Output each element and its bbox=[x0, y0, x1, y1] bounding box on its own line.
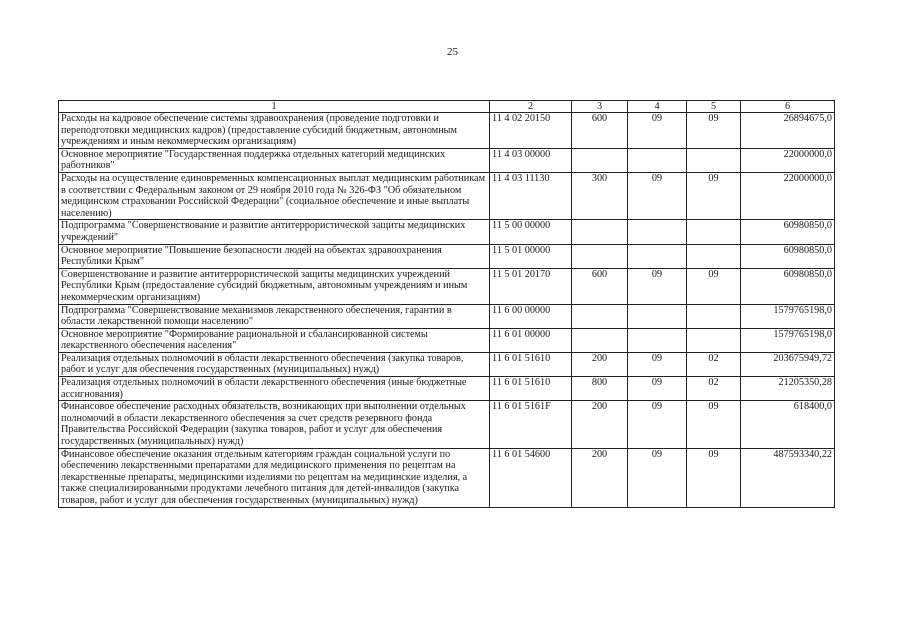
row-col-3: 800 bbox=[572, 377, 628, 401]
row-amount: 60980850,0 bbox=[741, 268, 835, 304]
header-col-6: 6 bbox=[741, 101, 835, 113]
row-col-3: 200 bbox=[572, 401, 628, 448]
table-row bbox=[59, 244, 835, 268]
row-col-3: 200 bbox=[572, 352, 628, 376]
table-row bbox=[59, 304, 835, 328]
row-name: Финансовое обеспечение оказания отдельным категориям граждан социальной услуги по обеспечению лекарственными препаратами для медицинского применения по рецептам на лекарственные препараты, медицинскими изделиями по рецептам на медицинские изделия, а также специализированными продуктами лечебного питания для детей-инвалидов (закупка товаров, работ и услуг для обеспечения государственных (муниципальных) нужд) bbox=[59, 448, 490, 507]
row-col-4: 09 bbox=[628, 448, 687, 507]
header-col-1: 1 bbox=[59, 101, 490, 113]
row-amount: 618400,0 bbox=[741, 401, 835, 448]
row-name: Подпрограмма "Совершенствование и развитие антитеррористической защиты медицинских учреждений" bbox=[59, 220, 490, 244]
row-col-3 bbox=[572, 328, 628, 352]
row-col-4: 09 bbox=[628, 172, 687, 219]
row-col-5: 09 bbox=[687, 113, 741, 149]
row-col-4: 09 bbox=[628, 352, 687, 376]
table-row bbox=[59, 220, 835, 244]
row-amount: 203675949,72 bbox=[741, 352, 835, 376]
table-row bbox=[59, 448, 835, 507]
table-row bbox=[59, 328, 835, 352]
table-row bbox=[59, 113, 835, 149]
row-name: Совершенствование и развитие антитеррористической защиты медицинских учреждений Республики Крым (предоставление субсидий бюджетным, автономным учреждениям и иным некоммерческим организациям) bbox=[59, 268, 490, 304]
header-col-3: 3 bbox=[572, 101, 628, 113]
row-name: Реализация отдельных полномочий в области лекарственного обеспечения (закупка товаров, работ и услуг для обеспечения государственных (муниципальных) нужд) bbox=[59, 352, 490, 376]
row-amount: 487593340,22 bbox=[741, 448, 835, 507]
header-col-2: 2 bbox=[490, 101, 572, 113]
row-col-3 bbox=[572, 148, 628, 172]
row-col-3: 600 bbox=[572, 113, 628, 149]
row-col-4 bbox=[628, 244, 687, 268]
row-code: 11 5 01 20170 bbox=[490, 268, 572, 304]
row-name: Основное мероприятие "Формирование рациональной и сбалансированной системы лекарственного обеспечения населения" bbox=[59, 328, 490, 352]
row-code: 11 4 03 11130 bbox=[490, 172, 572, 219]
row-col-4 bbox=[628, 304, 687, 328]
row-col-4: 09 bbox=[628, 113, 687, 149]
row-amount: 60980850,0 bbox=[741, 244, 835, 268]
row-code: 11 6 01 00000 bbox=[490, 328, 572, 352]
row-amount: 60980850,0 bbox=[741, 220, 835, 244]
row-amount: 1579765198,0 bbox=[741, 304, 835, 328]
row-col-5: 09 bbox=[687, 401, 741, 448]
table-row bbox=[59, 401, 835, 448]
table-header-row bbox=[59, 101, 835, 113]
row-col-5 bbox=[687, 148, 741, 172]
row-col-3 bbox=[572, 304, 628, 328]
row-code: 11 4 02 20150 bbox=[490, 113, 572, 149]
row-col-3: 200 bbox=[572, 448, 628, 507]
table-row bbox=[59, 352, 835, 376]
row-code: 11 5 01 00000 bbox=[490, 244, 572, 268]
row-col-5: 09 bbox=[687, 448, 741, 507]
row-col-4: 09 bbox=[628, 268, 687, 304]
row-code: 11 5 00 00000 bbox=[490, 220, 572, 244]
header-col-5: 5 bbox=[687, 101, 741, 113]
row-code: 11 6 01 51610 bbox=[490, 352, 572, 376]
page-number: 25 bbox=[447, 46, 458, 58]
row-name: Основное мероприятие "Государственная поддержка отдельных категорий медицинских работников" bbox=[59, 148, 490, 172]
row-amount: 1579765198,0 bbox=[741, 328, 835, 352]
row-amount: 22000000,0 bbox=[741, 148, 835, 172]
row-name: Финансовое обеспечение расходных обязательств, возникающих при выполнении отдельных полномочий в области лекарственного обеспечения за счет средств резервного фонда Правительства Российской Федерации (закупка товаров, работ и услуг для обеспечения государственных (муниципальных) нужд) bbox=[59, 401, 490, 448]
row-name: Основное мероприятие "Повышение безопасности людей на объектах здравоохранения Республики Крым" bbox=[59, 244, 490, 268]
row-col-3: 300 bbox=[572, 172, 628, 219]
row-col-5 bbox=[687, 328, 741, 352]
row-col-3: 600 bbox=[572, 268, 628, 304]
row-name: Расходы на осуществление единовременных компенсационных выплат медицинским работникам в соответствии с Федеральным законом от 29 ноября 2010 года № 326-ФЗ "Об обязательном медицинском страховании Российской Федерации" (социальное обеспечение и иные выплаты населению) bbox=[59, 172, 490, 219]
row-code: 11 6 01 54600 bbox=[490, 448, 572, 507]
table-row bbox=[59, 377, 835, 401]
row-col-4: 09 bbox=[628, 401, 687, 448]
row-col-5: 02 bbox=[687, 377, 741, 401]
row-col-5 bbox=[687, 220, 741, 244]
row-code: 11 4 03 00000 bbox=[490, 148, 572, 172]
row-col-5: 09 bbox=[687, 172, 741, 219]
row-col-4 bbox=[628, 328, 687, 352]
row-col-5 bbox=[687, 244, 741, 268]
budget-table bbox=[58, 100, 835, 508]
row-name: Расходы на кадровое обеспечение системы здравоохранения (проведение подготовки и переподготовки медицинских кадров) (предоставление субсидий бюджетным, автономным учреждениям и иным некоммерческим организациям) bbox=[59, 113, 490, 149]
row-name: Реализация отдельных полномочий в области лекарственного обеспечения (иные бюджетные ассигнования) bbox=[59, 377, 490, 401]
row-col-5: 09 bbox=[687, 268, 741, 304]
row-amount: 21205350,28 bbox=[741, 377, 835, 401]
row-amount: 22000000,0 bbox=[741, 172, 835, 219]
row-amount: 26894675,0 bbox=[741, 113, 835, 149]
row-name: Подпрограмма "Совершенствование механизмов лекарственного обеспечения, гарантии в области лекарственной помощи населению" bbox=[59, 304, 490, 328]
row-code: 11 6 00 00000 bbox=[490, 304, 572, 328]
row-col-5 bbox=[687, 304, 741, 328]
row-col-3 bbox=[572, 220, 628, 244]
row-col-3 bbox=[572, 244, 628, 268]
table-row bbox=[59, 268, 835, 304]
row-col-4 bbox=[628, 148, 687, 172]
row-code: 11 6 01 51610 bbox=[490, 377, 572, 401]
row-col-4 bbox=[628, 220, 687, 244]
header-col-4: 4 bbox=[628, 101, 687, 113]
table-row bbox=[59, 148, 835, 172]
row-col-4: 09 bbox=[628, 377, 687, 401]
row-col-5: 02 bbox=[687, 352, 741, 376]
row-code: 11 6 01 5161F bbox=[490, 401, 572, 448]
table-row bbox=[59, 172, 835, 219]
